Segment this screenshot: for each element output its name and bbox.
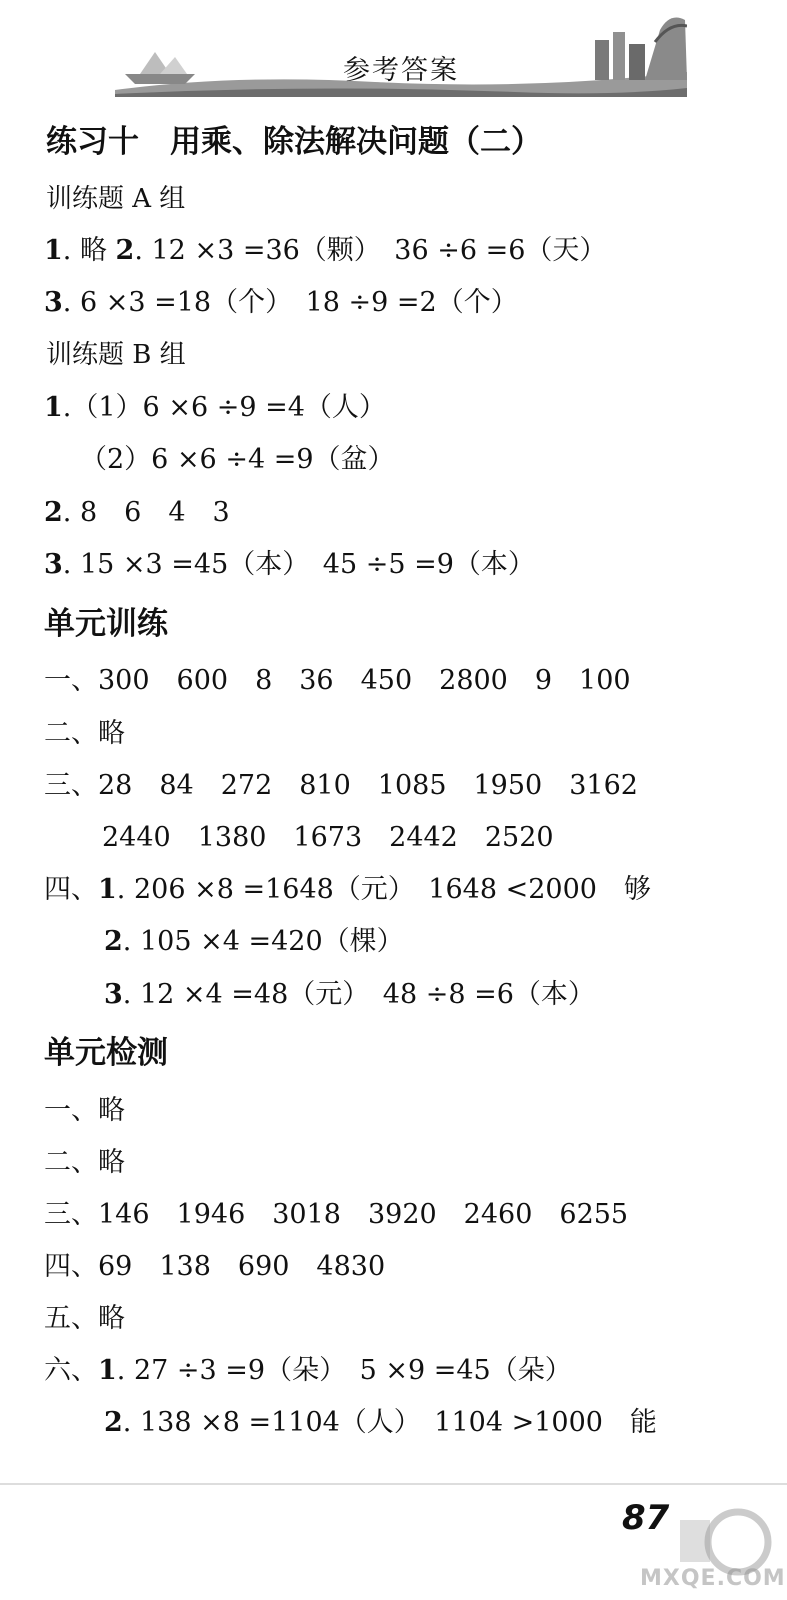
page-title: 参考答案 xyxy=(343,55,459,86)
answer-line: 2. 138 ×8 =1104（人） 1104 >1000 能 xyxy=(104,1407,657,1438)
answer-line: 二、略 xyxy=(44,718,125,749)
answer-line: 3. 15 ×3 =45（本） 45 ÷5 =9（本） xyxy=(44,549,535,580)
answer-line: 四、1. 206 ×8 =1648（元） 1648 <2000 够 xyxy=(44,874,651,905)
answer-line: 一、300 600 8 36 450 2800 9 100 xyxy=(44,665,631,696)
footer-divider xyxy=(0,1483,787,1485)
answer-line: 3. 12 ×4 =48（元） 48 ÷8 =6（本） xyxy=(104,979,595,1010)
section-title-exercise-10: 练习十 用乘、除法解决问题（二） xyxy=(46,124,542,160)
page-number: 87 xyxy=(622,1498,670,1538)
answer-line: 2. 105 ×4 =420（棵） xyxy=(104,926,404,957)
answer-line: 四、69 138 690 4830 xyxy=(44,1251,386,1282)
group-b-label: 训练题 B 组 xyxy=(46,340,186,370)
answer-line: 六、1. 27 ÷3 =9（朵） 5 ×9 =45（朵） xyxy=(44,1355,572,1386)
watermark-text: MXQE.COM xyxy=(640,1566,786,1591)
section-title-unit-training: 单元训练 xyxy=(44,606,168,642)
answer-line: 1. 略 2. 12 ×3 =36（颗） 36 ÷6 =6（天） xyxy=(44,235,607,266)
section-title-unit-test: 单元检测 xyxy=(44,1035,168,1071)
answer-line: 三、28 84 272 810 1085 1950 3162 xyxy=(44,770,638,801)
answer-line: 五、略 xyxy=(44,1303,125,1334)
header-banner xyxy=(115,12,687,97)
answer-line: 二、略 xyxy=(44,1147,125,1178)
answer-line: 三、146 1946 3018 3920 2460 6255 xyxy=(44,1199,629,1230)
answer-line: 3. 6 ×3 =18（个） 18 ÷9 =2（个） xyxy=(44,287,518,318)
group-a-label: 训练题 A 组 xyxy=(46,184,186,214)
answer-line: （2）6 ×6 ÷4 =9（盆） xyxy=(80,444,395,475)
answer-line: 1.（1）6 ×6 ÷9 =4（人） xyxy=(44,392,386,423)
answer-line: 一、略 xyxy=(44,1095,125,1126)
answer-line: 2440 1380 1673 2442 2520 xyxy=(102,822,554,853)
answer-line: 2. 8 6 4 3 xyxy=(44,497,230,528)
